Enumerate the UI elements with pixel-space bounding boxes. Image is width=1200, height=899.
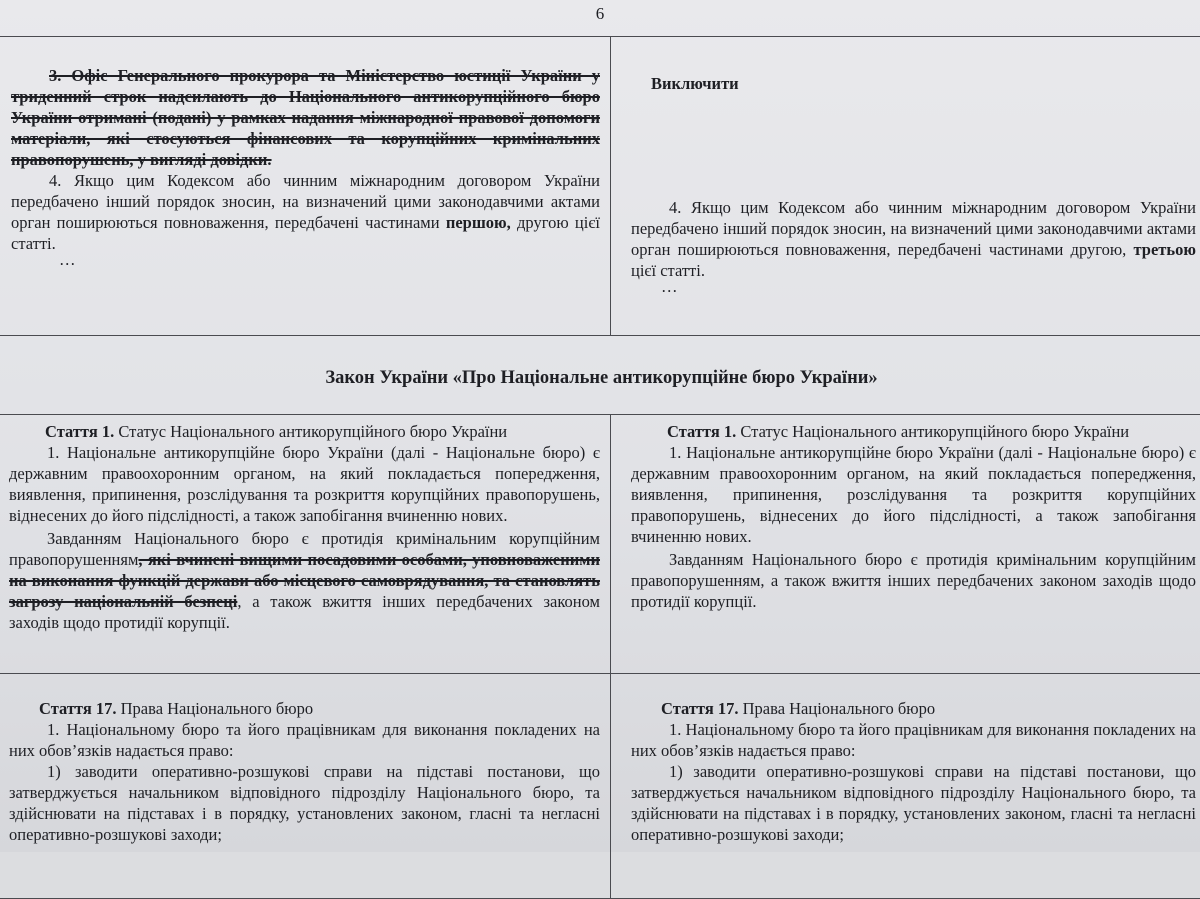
struck-text: , які вчинені вищими посадовими особами, уповноваженими на виконання функцій держави або місцевого самоврядування, та становлять загрозу національній безпеці [9,550,600,611]
paragraph: 1) заводити оперативно-розшукові справи на підставі постанови, що затверджується начальником відповідного підрозділу Національного бюро, та здійснювати на підставах і в порядку, установлених законом, гласні та негласні оперативно-розшукові заходи; [631,761,1196,845]
table-row [0,37,1200,336]
paragraph: 1. Національному бюро та його працівникам для виконання покладених на них обов’язків надається право: [9,719,600,761]
ellipsis: … [11,254,600,266]
right-cell [611,674,1200,899]
paragraph: Завданням Національного бюро є протидія кримінальним корупційним правопорушенням, а також вжиття інших передбачених законом заходів щодо протидії корупції. [631,549,1196,612]
page-number: 6 [0,4,1200,24]
paragraph: 1. Національне антикорупційне бюро України (далі - Національне бюро) є державним правоохоронним органом, на який покладається попередження, виявлення, припинення, розслідування та розкриття корупційних правопорушень, віднесених до його підслідності, а також запобігання вчиненню нових. [631,442,1196,547]
right-cell [611,415,1200,674]
paragraph: 1. Національному бюро та його працівникам для виконання покладених на них обов’язків надається право: [631,719,1196,761]
paragraph: Завданням Національного бюро є протидія кримінальним корупційним правопорушенням, які вчинені вищими посадовими особами, уповноваженими на виконання функцій держави або місцевого самоврядування, та становлять загрозу національній безпеці, а також вжиття інших передбачених законом заходів щодо протидії корупції. [9,528,600,633]
paragraph: 4. Якщо цим Кодексом або чинним міжнародним договором України передбачено інший порядок зносин, на визначений цими законодавчими актами орган поширюються повноваження, передбачені частинами першою, другою цієї статті. [11,170,600,254]
right-cell [611,37,1200,336]
struck-paragraph [11,65,600,170]
struck-text: 3. Офіс Генерального прокурора та Міністерство юстиції України у триденний строк надсилають до Національного антикорупційного бюро України отримані (подані) у рамках надання міжнародної правової допомоги матеріали, які стосуються фінансових та корупційних кримінальних правопорушень, у вигляді довідки. [11,66,600,169]
left-cell [0,415,611,674]
paragraph: 4. Якщо цим Кодексом або чинним міжнародним договором України передбачено інший порядок зносин, на визначений цими законодавчими актами орган поширюються повноваження, передбачені частинами другою, третьою цієї статті. [631,197,1196,281]
paragraph: 1) заводити оперативно-розшукові справи на підставі постанови, що затверджується начальником відповідного підрозділу Національного бюро, та здійснювати на підставах і в порядку, установлених законом, гласні та негласні оперативно-розшукові заходи; [9,761,600,845]
comparison-table [0,36,1200,899]
article-heading: Стаття 17. Права Національного бюро [9,698,600,719]
exclude-label: Виключити [651,73,1196,94]
left-cell [0,674,611,899]
left-cell [0,37,611,336]
table-row [0,674,1200,899]
table-row [0,336,1200,415]
article-heading: Стаття 1. Статус Національного антикорупційного бюро України [631,421,1196,442]
ellipsis: … [651,281,1196,293]
article-heading: Стаття 17. Права Національного бюро [631,698,1196,719]
law-title: Закон України «Про Національне антикорупційне бюро України» [0,336,1200,415]
paragraph: 1. Національне антикорупційне бюро України (далі - Національне бюро) є державним правоохоронним органом, на який покладається попередження, виявлення, припинення, розслідування та розкриття корупційних правопорушень, віднесених до його підслідності, а також запобігання вчиненню нових. [9,442,600,526]
article-heading: Стаття 1. Статус Національного антикорупційного бюро України [9,421,600,442]
table-row [0,415,1200,674]
